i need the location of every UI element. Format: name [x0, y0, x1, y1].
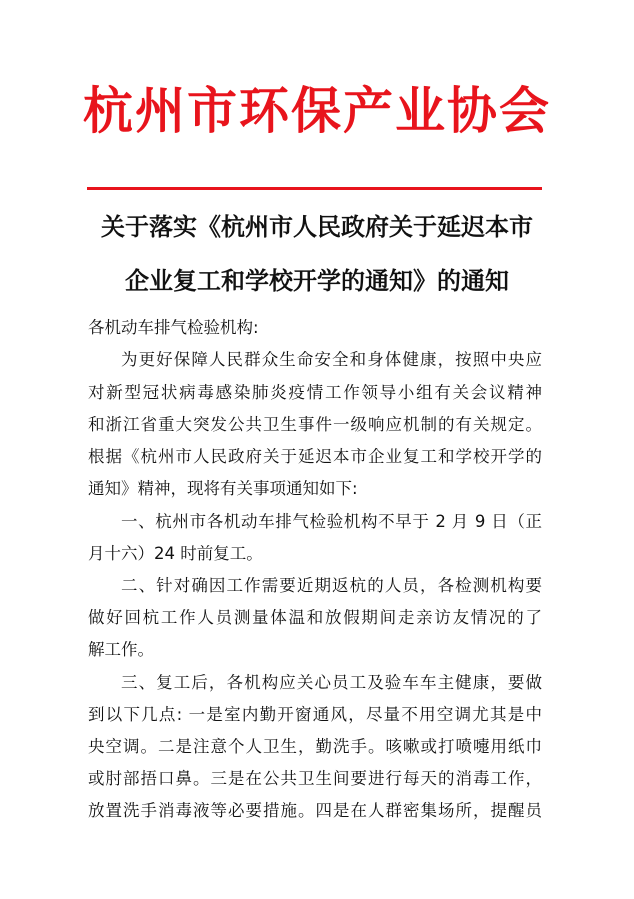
- body-line-14: 或肘部捂口鼻。三是在公共卫生间要进行每天的消毒工作，: [88, 769, 542, 788]
- header-divider: [87, 187, 542, 190]
- body-line-5: 通知》精神，现将有关事项通知如下:: [88, 479, 358, 498]
- body-line-13: 央空调。二是注意个人卫生，勤洗手。咳嗽或打喷嚏用纸巾: [88, 737, 542, 756]
- body-line-10: 解工作。: [88, 640, 154, 659]
- document-title-line-1: 关于落实《杭州市人民政府关于延迟本市: [101, 212, 533, 241]
- document-title-line-2: 企业复工和学校开学的通知》的通知: [125, 266, 509, 295]
- body-line-1: 为更好保障人民群众生命安全和身体健康，按照中央应: [121, 350, 542, 369]
- body-line-9: 做好回杭工作人员测量体温和放假期间走亲访友情况的了: [88, 608, 542, 627]
- body-line-11: 三、复工后，各机构应关心员工及验车车主健康，要做: [121, 673, 542, 692]
- body-line-12: 到以下几点: 一是室内勤开窗通风，尽量不用空调尤其是中: [88, 705, 542, 724]
- organization-header: 杭州市环保产业协会: [83, 81, 551, 140]
- body-line-3: 和浙江省重大突发公共卫生事件一级响应机制的有关规定。: [88, 415, 542, 434]
- body-line-7: 月十六）24 时前复工。: [88, 544, 263, 563]
- body-line-8: 二、针对确因工作需要近期返杭的人员，各检测机构要: [121, 576, 542, 595]
- body-line-2: 对新型冠状病毒感染肺炎疫情工作领导小组有关会议精神: [88, 383, 542, 402]
- salutation: 各机动车排气检验机构:: [88, 318, 259, 337]
- body-line-4: 根据《杭州市人民政府关于延迟本市企业复工和学校开学的: [88, 447, 542, 466]
- body-line-15: 放置洗手消毒液等必要措施。四是在人群密集场所，提醒员: [88, 801, 542, 820]
- body-line-6: 一、杭州市各机动车排气检验机构不早于 2 月 9 日（正: [121, 512, 542, 531]
